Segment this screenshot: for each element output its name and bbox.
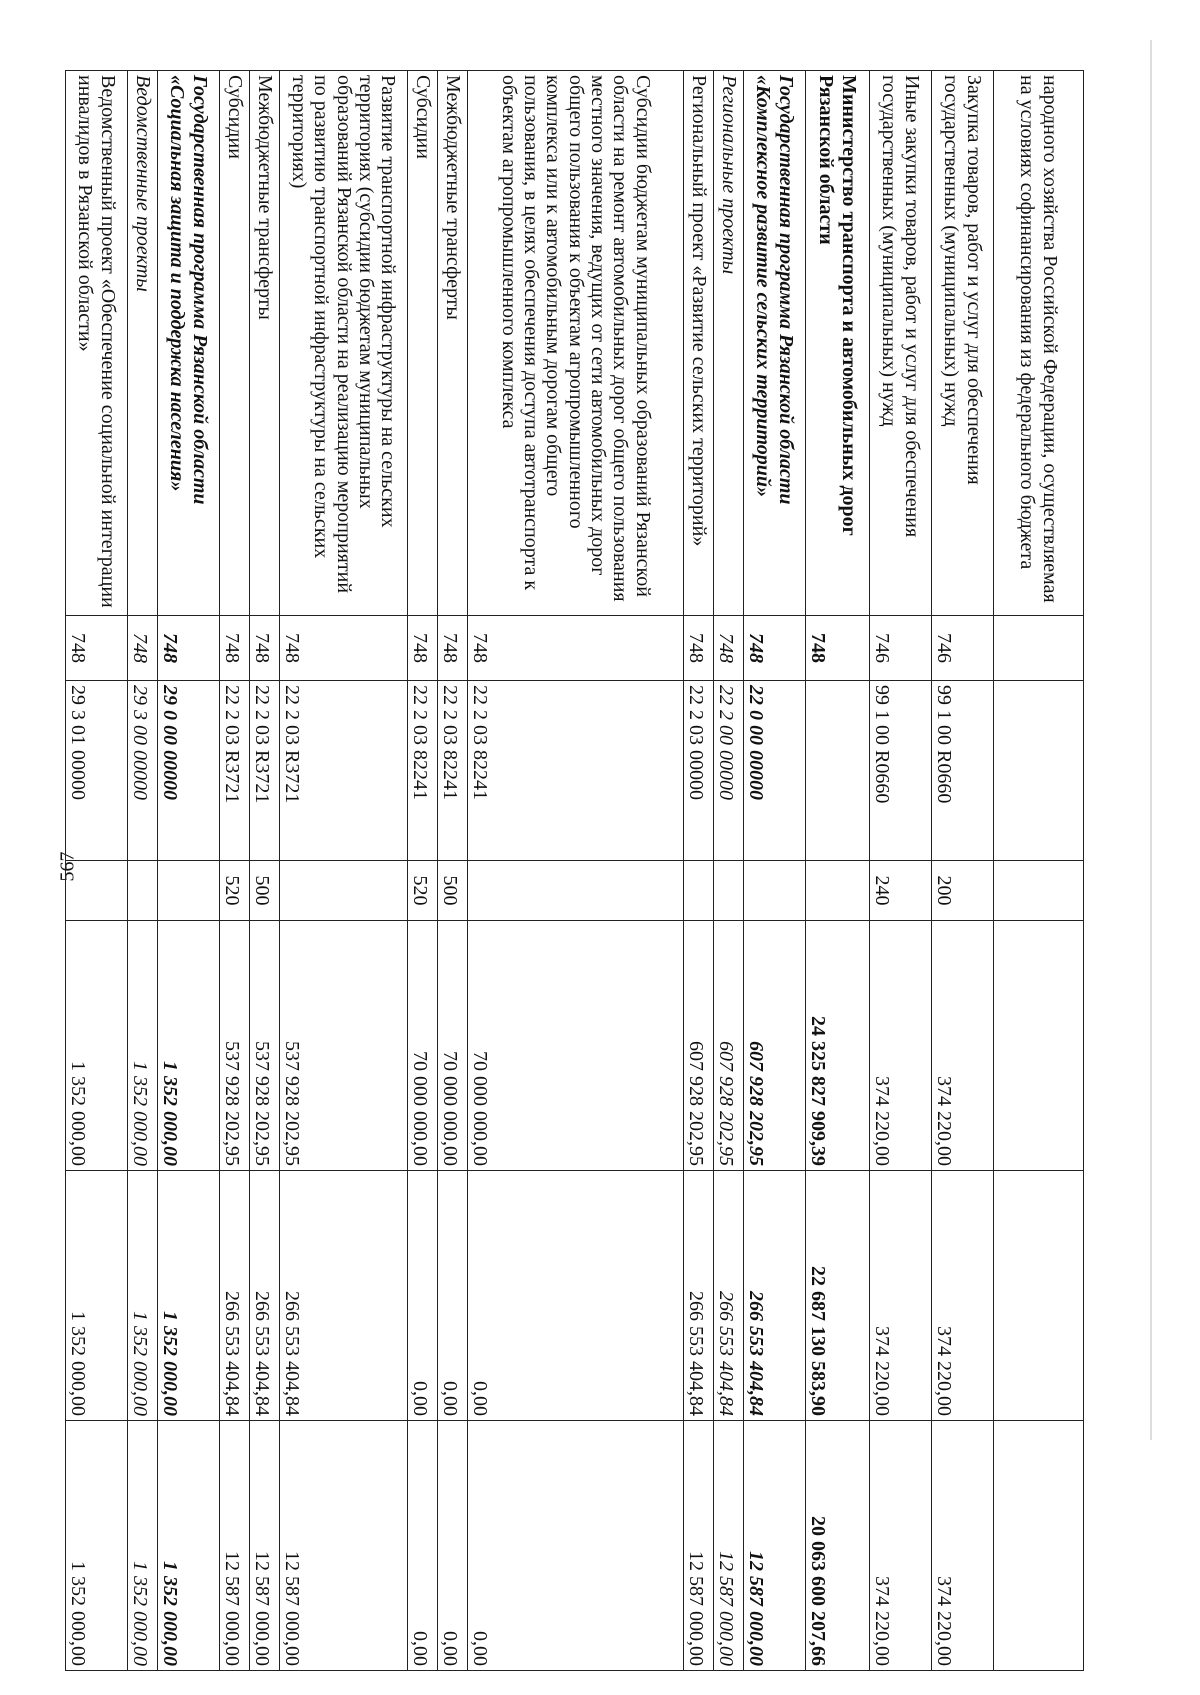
ministry-code: 748	[66, 616, 128, 681]
table-row	[994, 71, 1084, 1671]
table-row	[806, 71, 870, 1671]
amount-year-1: 537 928 202,95	[280, 921, 408, 1171]
ministry-code: 746	[932, 616, 994, 681]
expense-type-code	[714, 861, 744, 921]
table-row	[128, 71, 158, 1671]
row-name: Субсидии	[408, 71, 438, 616]
amount-year-1: 374 220,00	[870, 921, 932, 1171]
amount-year-3: 12 587 000,00	[744, 1421, 806, 1671]
row-name: Государственная программа Рязанской области «Комплексное развитие сельских территорий»	[744, 71, 806, 616]
row-name: Субсидии	[220, 71, 250, 616]
amount-year-3: 374 220,00	[932, 1421, 994, 1671]
amount-year-3: 20 063 600 207,66	[806, 1421, 870, 1671]
amount-year-2	[994, 1171, 1084, 1421]
table-row	[684, 71, 714, 1671]
ministry-code: 748	[220, 616, 250, 681]
amount-year-2: 266 553 404,84	[714, 1171, 744, 1421]
amount-year-2: 266 553 404,84	[250, 1171, 280, 1421]
row-name: Развитие транспортной инфраструктуры на сельских территориях (субсидии бюджетам муниципальных образований Рязанской области на реализацию мероприятий по развитию транспортной инфраструктуры на сельских территориях)	[280, 71, 408, 616]
target-article-code: 22 2 03 R3721	[280, 681, 408, 861]
row-name: Ведомственный проект «Обеспечение социальной интеграции инвалидов в Рязанской области»	[66, 71, 128, 616]
ministry-code: 748	[806, 616, 870, 681]
target-article-code: 22 2 03 82241	[468, 681, 684, 861]
table-row	[220, 71, 250, 1671]
amount-year-3: 1 352 000,00	[158, 1421, 220, 1671]
amount-year-1: 607 928 202,95	[714, 921, 744, 1171]
amount-year-3: 0,00	[408, 1421, 438, 1671]
expense-type-code: 520	[220, 861, 250, 921]
ministry-code: 748	[438, 616, 468, 681]
amount-year-1: 24 325 827 909,39	[806, 921, 870, 1171]
expense-type-code	[684, 861, 714, 921]
target-article-code: 22 2 00 00000	[714, 681, 744, 861]
amount-year-2: 0,00	[438, 1171, 468, 1421]
target-article-code: 99 1 00 R0660	[932, 681, 994, 861]
table-row	[714, 71, 744, 1671]
table-row	[66, 71, 128, 1671]
ministry-code: 748	[250, 616, 280, 681]
ministry-code: 746	[870, 616, 932, 681]
expense-type-code: 520	[408, 861, 438, 921]
expense-type-code	[994, 861, 1084, 921]
expense-type-code	[468, 861, 684, 921]
row-name: Межбюджетные трансферты	[438, 71, 468, 616]
expense-type-code	[158, 861, 220, 921]
target-article-code: 22 2 03 00000	[684, 681, 714, 861]
table-row	[468, 71, 684, 1671]
row-name: Государственная программа Рязанской области «Социальная защита и поддержка населения»	[158, 71, 220, 616]
page-number: 567	[56, 851, 79, 882]
row-name: Закупка товаров, работ и услуг для обеспечения государственных (муниципальных) нужд	[932, 71, 994, 616]
target-article-code	[806, 681, 870, 861]
target-article-code: 99 1 00 R0660	[870, 681, 932, 861]
expense-type-code	[66, 861, 128, 921]
table-body	[66, 71, 1084, 1671]
target-article-code	[994, 681, 1084, 861]
ministry-code	[994, 616, 1084, 681]
amount-year-2: 374 220,00	[932, 1171, 994, 1421]
expense-type-code: 240	[870, 861, 932, 921]
row-name: Субсидии бюджетам муниципальных образований Рязанской области на ремонт автомобильных дорог общего пользования местного значения, ведущих от сети автомобильных дорог общего пользования к объектам агропромышленного комплекса или к автомобильным дорогам общего пользования, в целях обеспечения доступа автотранспорта к объектам агропромышленного комплекса	[468, 71, 684, 616]
expense-type-code	[280, 861, 408, 921]
amount-year-1: 607 928 202,95	[684, 921, 714, 1171]
amount-year-2: 1 352 000,00	[128, 1171, 158, 1421]
amount-year-1: 1 352 000,00	[66, 921, 128, 1171]
amount-year-3: 12 587 000,00	[280, 1421, 408, 1671]
table-row	[932, 71, 994, 1671]
target-article-code: 22 2 03 82241	[438, 681, 468, 861]
amount-year-1: 374 220,00	[932, 921, 994, 1171]
expense-type-code	[806, 861, 870, 921]
amount-year-1: 70 000 000,00	[408, 921, 438, 1171]
ministry-code: 748	[684, 616, 714, 681]
table-row	[744, 71, 806, 1671]
amount-year-1: 1 352 000,00	[128, 921, 158, 1171]
amount-year-2: 266 553 404,84	[684, 1171, 714, 1421]
table-row	[280, 71, 408, 1671]
expense-type-code: 200	[932, 861, 994, 921]
expense-type-code: 500	[250, 861, 280, 921]
amount-year-2: 1 352 000,00	[158, 1171, 220, 1421]
ministry-code: 748	[128, 616, 158, 681]
row-name: Ведомственные проекты	[128, 71, 158, 616]
row-name: Региональный проект «Развитие сельских территорий»	[684, 71, 714, 616]
target-article-code: 22 2 03 R3721	[250, 681, 280, 861]
expense-type-code	[744, 861, 806, 921]
ministry-code: 748	[468, 616, 684, 681]
amount-year-2: 374 220,00	[870, 1171, 932, 1421]
expense-type-code	[128, 861, 158, 921]
row-name: Региональные проекты	[714, 71, 744, 616]
table-row	[870, 71, 932, 1671]
ministry-code: 748	[714, 616, 744, 681]
amount-year-3: 0,00	[438, 1421, 468, 1671]
amount-year-3: 12 587 000,00	[250, 1421, 280, 1671]
amount-year-2: 266 553 404,84	[744, 1171, 806, 1421]
ministry-code: 748	[158, 616, 220, 681]
amount-year-3: 1 352 000,00	[66, 1421, 128, 1671]
budget-table	[65, 70, 1084, 1671]
target-article-code: 29 3 00 00000	[128, 681, 158, 861]
amount-year-2: 266 553 404,84	[220, 1171, 250, 1421]
amount-year-1: 537 928 202,95	[220, 921, 250, 1171]
amount-year-2: 0,00	[408, 1171, 438, 1421]
amount-year-3: 1 352 000,00	[128, 1421, 158, 1671]
table-row	[158, 71, 220, 1671]
target-article-code: 29 3 01 00000	[66, 681, 128, 861]
target-article-code: 22 0 00 00000	[744, 681, 806, 861]
amount-year-3: 374 220,00	[870, 1421, 932, 1671]
target-article-code: 22 2 03 R3721	[220, 681, 250, 861]
amount-year-3: 12 587 000,00	[220, 1421, 250, 1671]
table-row	[408, 71, 438, 1671]
amount-year-3: 12 587 000,00	[714, 1421, 744, 1671]
amount-year-3	[994, 1421, 1084, 1671]
amount-year-1: 607 928 202,95	[744, 921, 806, 1171]
amount-year-1	[994, 921, 1084, 1171]
amount-year-1: 537 928 202,95	[250, 921, 280, 1171]
ministry-code: 748	[744, 616, 806, 681]
amount-year-2: 22 687 130 583,90	[806, 1171, 870, 1421]
table-row	[438, 71, 468, 1671]
amount-year-3: 0,00	[468, 1421, 684, 1671]
target-article-code: 29 0 00 00000	[158, 681, 220, 861]
amount-year-1: 70 000 000,00	[468, 921, 684, 1171]
ministry-code: 748	[280, 616, 408, 681]
target-article-code: 22 2 03 82241	[408, 681, 438, 861]
amount-year-3: 12 587 000,00	[684, 1421, 714, 1671]
amount-year-2: 1 352 000,00	[66, 1171, 128, 1421]
row-name: Иные закупки товаров, работ и услуг для обеспечения государственных (муниципальных) нужд	[870, 71, 932, 616]
amount-year-1: 1 352 000,00	[158, 921, 220, 1171]
amount-year-1: 70 000 000,00	[438, 921, 468, 1171]
ministry-code: 748	[408, 616, 438, 681]
amount-year-2: 266 553 404,84	[280, 1171, 408, 1421]
amount-year-2: 0,00	[468, 1171, 684, 1421]
expense-type-code: 500	[438, 861, 468, 921]
row-name: Министерство транспорта и автомобильных дорог Рязанской области	[806, 71, 870, 616]
row-name: народного хозяйства Российской Федерации, осуществляемая на условиях софинансирования из федерального бюджета	[994, 71, 1084, 616]
table-row	[250, 71, 280, 1671]
row-name: Межбюджетные трансферты	[250, 71, 280, 616]
scan-artifact	[1150, 40, 1152, 1440]
